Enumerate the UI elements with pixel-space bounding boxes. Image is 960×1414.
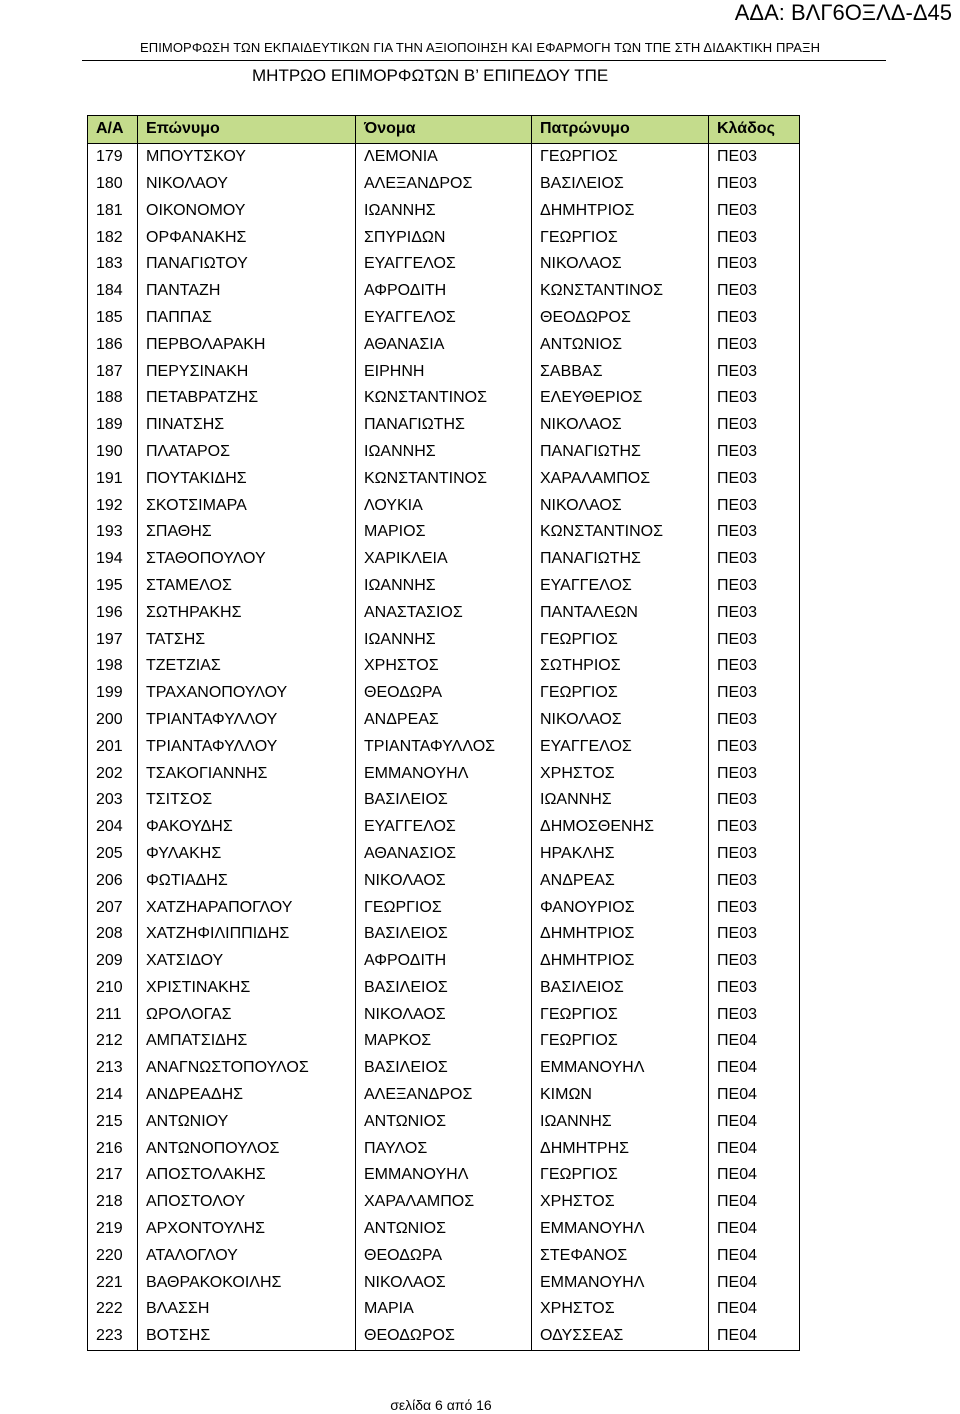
cell-name: ΒΑΣΙΛΕΙΟΣ [356,1055,532,1082]
cell-aa: 217 [88,1162,138,1189]
cell-name: ΕΙΡΗΝΗ [356,358,532,385]
cell-surname: ΠΟΥΤΑΚΙΔΗΣ [138,465,356,492]
cell-specialty: ΠΕ03 [709,358,800,385]
page-number: σελίδα 6 από 16 [390,1397,492,1413]
cell-surname: ΣΚΟΤΣΙΜΑΡΑ [138,492,356,519]
cell-fathers-name: ΠΑΝΑΓΙΩΤΗΣ [532,546,709,573]
table-row [88,1216,800,1243]
cell-aa: 223 [88,1323,138,1350]
cell-surname: ΝΙΚΟΛΑΟΥ [138,171,356,198]
cell-name: ΑΝΔΡΕΑΣ [356,707,532,734]
cell-name: ΚΩΝΣΤΑΝΤΙΝΟΣ [356,465,532,492]
cell-aa: 192 [88,492,138,519]
table-body [88,143,800,1350]
cell-fathers-name: ΚΙΜΩΝ [532,1082,709,1109]
cell-aa: 221 [88,1269,138,1296]
cell-specialty: ΠΕ04 [709,1189,800,1216]
cell-aa: 194 [88,546,138,573]
cell-surname: ΧΑΤΖΗΑΡΑΠΟΓΛΟΥ [138,894,356,921]
cell-surname: ΦΑΚΟΥΔΗΣ [138,814,356,841]
cell-surname: ΟΡΦΑΝΑΚΗΣ [138,224,356,251]
cell-specialty: ΠΕ03 [709,412,800,439]
cell-specialty: ΠΕ04 [709,1216,800,1243]
cell-name: ΜΑΡΙΟΣ [356,519,532,546]
cell-name: ΕΥΑΓΓΕΛΟΣ [356,305,532,332]
cell-fathers-name: ΧΡΗΣΤΟΣ [532,1189,709,1216]
cell-name: ΑΝΑΣΤΑΣΙΟΣ [356,599,532,626]
cell-fathers-name: ΧΡΗΣΤΟΣ [532,1296,709,1323]
cell-fathers-name: ΝΙΚΟΛΑΟΣ [532,251,709,278]
cell-aa: 190 [88,439,138,466]
table-row [88,760,800,787]
cell-specialty: ΠΕ03 [709,251,800,278]
cell-aa: 212 [88,1028,138,1055]
cell-surname: ΤΑΤΣΗΣ [138,626,356,653]
cell-aa: 201 [88,733,138,760]
cell-aa: 179 [88,143,138,170]
cell-name: ΑΝΤΩΝΙΟΣ [356,1108,532,1135]
cell-specialty: ΠΕ03 [709,867,800,894]
table-row [88,1189,800,1216]
cell-name: ΝΙΚΟΛΑΟΣ [356,1269,532,1296]
table-row [88,921,800,948]
cell-fathers-name: ΔΗΜΟΣΘΕΝΗΣ [532,814,709,841]
cell-aa: 188 [88,385,138,412]
cell-specialty: ΠΕ03 [709,680,800,707]
cell-surname: ΧΡΙΣΤΙΝΑΚΗΣ [138,975,356,1002]
cell-aa: 208 [88,921,138,948]
table-row [88,197,800,224]
table-row [88,171,800,198]
cell-specialty: ΠΕ03 [709,1001,800,1028]
column-header-aa: Α/Α [88,116,138,144]
cell-fathers-name: ΟΔΥΣΣΕΑΣ [532,1323,709,1350]
cell-aa: 222 [88,1296,138,1323]
cell-name: ΠΑΥΛΟΣ [356,1135,532,1162]
cell-surname: ΣΠΑΘΗΣ [138,519,356,546]
table-row [88,1108,800,1135]
cell-specialty: ΠΕ03 [709,546,800,573]
cell-name: ΕΥΑΓΓΕΛΟΣ [356,814,532,841]
column-header-surname: Επώνυμο [138,116,356,144]
cell-aa: 210 [88,975,138,1002]
table-row [88,626,800,653]
cell-aa: 200 [88,707,138,734]
cell-specialty: ΠΕ03 [709,331,800,358]
cell-surname: ΒΟΤΣΗΣ [138,1323,356,1350]
cell-name: ΘΕΟΔΩΡΟΣ [356,1323,532,1350]
cell-name: ΑΛΕΞΑΝΔΡΟΣ [356,171,532,198]
table-row [88,1323,800,1350]
cell-surname: ΠΕΡΥΣΙΝΑΚΗ [138,358,356,385]
cell-fathers-name: ΓΕΩΡΓΙΟΣ [532,626,709,653]
cell-aa: 196 [88,599,138,626]
cell-aa: 213 [88,1055,138,1082]
cell-aa: 204 [88,814,138,841]
cell-specialty: ΠΕ03 [709,787,800,814]
cell-fathers-name: ΣΩΤΗΡΙΟΣ [532,653,709,680]
cell-surname: ΤΣΙΤΣΟΣ [138,787,356,814]
table-row [88,519,800,546]
cell-aa: 182 [88,224,138,251]
cell-fathers-name: ΕΥΑΓΓΕΛΟΣ [532,573,709,600]
cell-name: ΓΕΩΡΓΙΟΣ [356,894,532,921]
table-row [88,465,800,492]
cell-fathers-name: ΘΕΟΔΩΡΟΣ [532,305,709,332]
cell-specialty: ΠΕ03 [709,573,800,600]
cell-specialty: ΠΕ03 [709,519,800,546]
cell-name: ΛΟΥΚΙΑ [356,492,532,519]
cell-name: ΕΜΜΑΝΟΥΗΛ [356,760,532,787]
cell-specialty: ΠΕ03 [709,197,800,224]
cell-specialty: ΠΕ03 [709,305,800,332]
cell-fathers-name: ΓΕΩΡΓΙΟΣ [532,224,709,251]
cell-name: ΛΕΜΟΝΙΑ [356,143,532,170]
cell-specialty: ΠΕ03 [709,894,800,921]
cell-name: ΧΑΡΙΚΛΕΙΑ [356,546,532,573]
cell-surname: ΑΜΠΑΤΣΙΔΗΣ [138,1028,356,1055]
cell-fathers-name: ΔΗΜΗΤΡΙΟΣ [532,948,709,975]
cell-fathers-name: ΝΙΚΟΛΑΟΣ [532,412,709,439]
cell-aa: 197 [88,626,138,653]
cell-fathers-name: ΚΩΝΣΤΑΝΤΙΝΟΣ [532,278,709,305]
cell-surname: ΑΤΑΛΟΓΛΟΥ [138,1242,356,1269]
cell-name: ΑΘΑΝΑΣΙΑ [356,331,532,358]
table-row [88,653,800,680]
cell-aa: 214 [88,1082,138,1109]
cell-fathers-name: ΧΡΗΣΤΟΣ [532,760,709,787]
cell-specialty: ΠΕ03 [709,171,800,198]
cell-aa: 206 [88,867,138,894]
cell-specialty: ΠΕ03 [709,599,800,626]
cell-surname: ΑΝΤΩΝΟΠΟΥΛΟΣ [138,1135,356,1162]
cell-specialty: ΠΕ04 [709,1269,800,1296]
cell-specialty: ΠΕ03 [709,385,800,412]
cell-name: ΚΩΝΣΤΑΝΤΙΝΟΣ [356,385,532,412]
table-row [88,1269,800,1296]
cell-surname: ΑΡΧΟΝΤΟΥΛΗΣ [138,1216,356,1243]
cell-fathers-name: ΝΙΚΟΛΑΟΣ [532,707,709,734]
cell-aa: 202 [88,760,138,787]
cell-fathers-name: ΒΑΣΙΛΕΙΟΣ [532,171,709,198]
cell-fathers-name: ΑΝΤΩΝΙΟΣ [532,331,709,358]
cell-specialty: ΠΕ03 [709,814,800,841]
cell-specialty: ΠΕ04 [709,1323,800,1350]
cell-specialty: ΠΕ04 [709,1108,800,1135]
cell-name: ΧΑΡΑΛΑΜΠΟΣ [356,1189,532,1216]
cell-name: ΧΡΗΣΤΟΣ [356,653,532,680]
table-row [88,707,800,734]
cell-fathers-name: ΓΕΩΡΓΙΟΣ [532,143,709,170]
table-row [88,1242,800,1269]
cell-specialty: ΠΕ03 [709,841,800,868]
cell-specialty: ΠΕ03 [709,626,800,653]
table-row [88,841,800,868]
cell-surname: ΦΥΛΑΚΗΣ [138,841,356,868]
cell-fathers-name: ΕΜΜΑΝΟΥΗΛ [532,1055,709,1082]
cell-surname: ΠΑΝΑΓΙΩΤΟΥ [138,251,356,278]
cell-surname: ΠΑΝΤΑΖΗ [138,278,356,305]
cell-fathers-name: ΕΜΜΑΝΟΥΗΛ [532,1269,709,1296]
cell-specialty: ΠΕ04 [709,1028,800,1055]
cell-surname: ΒΛΑΣΣΗ [138,1296,356,1323]
cell-name: ΒΑΣΙΛΕΙΟΣ [356,921,532,948]
cell-aa: 186 [88,331,138,358]
cell-fathers-name: ΙΩΑΝΝΗΣ [532,1108,709,1135]
cell-fathers-name: ΙΩΑΝΝΗΣ [532,787,709,814]
cell-name: ΑΦΡΟΔΙΤΗ [356,278,532,305]
cell-name: ΣΠΥΡΙΔΩΝ [356,224,532,251]
cell-fathers-name: ΔΗΜΗΤΡΙΟΣ [532,197,709,224]
cell-surname: ΦΩΤΙΑΔΗΣ [138,867,356,894]
cell-fathers-name: ΓΕΩΡΓΙΟΣ [532,1028,709,1055]
cell-surname: ΠΕΡΒΟΛΑΡΑΚΗ [138,331,356,358]
table-row [88,1135,800,1162]
table-row [88,143,800,170]
cell-surname: ΣΤΑΜΕΛΟΣ [138,573,356,600]
cell-surname: ΑΠΟΣΤΟΛΑΚΗΣ [138,1162,356,1189]
cell-specialty: ΠΕ03 [709,143,800,170]
cell-aa: 193 [88,519,138,546]
cell-name: ΒΑΣΙΛΕΙΟΣ [356,975,532,1002]
table-row [88,439,800,466]
table-row [88,412,800,439]
table-row [88,975,800,1002]
cell-surname: ΣΩΤΗΡΑΚΗΣ [138,599,356,626]
program-title: ΕΠΙΜΟΡΦΩΣΗ ΤΩΝ ΕΚΠΑΙΔΕΥΤΙΚΩΝ ΓΙΑ ΤΗΝ ΑΞΙΟΠΟΙΗΣΗ ΚΑΙ ΕΦΑΡΜΟΓΗ ΤΩΝ ΤΠΕ ΣΤΗ ΔΙΔΑΚΤΙΚΗ ΠΡΑΞΗ [139,40,821,55]
table-row [88,305,800,332]
cell-specialty: ΠΕ03 [709,465,800,492]
cell-aa: 211 [88,1001,138,1028]
cell-aa: 209 [88,948,138,975]
cell-surname: ΧΑΤΖΗΦΙΛΙΠΠΙΔΗΣ [138,921,356,948]
column-header-name: Όνομα [356,116,532,144]
trainers-registry-table [87,115,800,1351]
cell-name: ΤΡΙΑΝΤΑΦΥΛΛΟΣ [356,733,532,760]
cell-aa: 195 [88,573,138,600]
table-row [88,251,800,278]
header-divider [82,60,886,61]
cell-fathers-name: ΠΑΝΑΓΙΩΤΗΣ [532,439,709,466]
table-row [88,278,800,305]
cell-fathers-name: ΧΑΡΑΛΑΜΠΟΣ [532,465,709,492]
cell-aa: 189 [88,412,138,439]
table-row [88,1296,800,1323]
cell-surname: ΤΡΑΧΑΝΟΠΟΥΛΟΥ [138,680,356,707]
cell-fathers-name: ΣΤΕΦΑΝΟΣ [532,1242,709,1269]
cell-name: ΙΩΑΝΝΗΣ [356,439,532,466]
cell-name: ΘΕΟΔΩΡΑ [356,680,532,707]
cell-surname: ΤΣΑΚΟΓΙΑΝΝΗΣ [138,760,356,787]
cell-surname: ΠΕΤΑΒΡΑΤΖΗΣ [138,385,356,412]
cell-name: ΘΕΟΔΩΡΑ [356,1242,532,1269]
cell-name: ΠΑΝΑΓΙΩΤΗΣ [356,412,532,439]
table-row [88,733,800,760]
cell-surname: ΤΖΕΤΖΙΑΣ [138,653,356,680]
cell-aa: 215 [88,1108,138,1135]
column-header-fathers-name: Πατρώνυμο [532,116,709,144]
cell-specialty: ΠΕ03 [709,975,800,1002]
table-row [88,224,800,251]
cell-fathers-name: ΔΗΜΗΤΡΙΟΣ [532,921,709,948]
cell-specialty: ΠΕ03 [709,278,800,305]
cell-surname: ΩΡΟΛΟΓΑΣ [138,1001,356,1028]
cell-specialty: ΠΕ04 [709,1082,800,1109]
cell-surname: ΟΙΚΟΝΟΜΟΥ [138,197,356,224]
table-row [88,599,800,626]
cell-name: ΙΩΑΝΝΗΣ [356,626,532,653]
cell-fathers-name: ΝΙΚΟΛΑΟΣ [532,492,709,519]
cell-specialty: ΠΕ04 [709,1135,800,1162]
table-row [88,814,800,841]
cell-specialty: ΠΕ03 [709,653,800,680]
table-row [88,385,800,412]
cell-fathers-name: ΠΑΝΤΑΛΕΩΝ [532,599,709,626]
cell-aa: 180 [88,171,138,198]
cell-fathers-name: ΓΕΩΡΓΙΟΣ [532,1001,709,1028]
cell-name: ΙΩΑΝΝΗΣ [356,197,532,224]
cell-fathers-name: ΦΑΝΟΥΡΙΟΣ [532,894,709,921]
cell-surname: ΤΡΙΑΝΤΑΦΥΛΛΟΥ [138,733,356,760]
cell-fathers-name: ΚΩΝΣΤΑΝΤΙΝΟΣ [532,519,709,546]
cell-aa: 183 [88,251,138,278]
table-row [88,492,800,519]
cell-surname: ΣΤΑΘΟΠΟΥΛΟΥ [138,546,356,573]
cell-name: ΑΦΡΟΔΙΤΗ [356,948,532,975]
cell-specialty: ΠΕ03 [709,492,800,519]
table-row [88,358,800,385]
table-row [88,1162,800,1189]
cell-name: ΜΑΡΚΟΣ [356,1028,532,1055]
table-row [88,680,800,707]
cell-aa: 205 [88,841,138,868]
cell-name: ΕΥΑΓΓΕΛΟΣ [356,251,532,278]
cell-specialty: ΠΕ04 [709,1296,800,1323]
cell-surname: ΠΛΑΤΑΡΟΣ [138,439,356,466]
table-row [88,1028,800,1055]
cell-surname: ΠΑΠΠΑΣ [138,305,356,332]
table-row [88,546,800,573]
cell-name: ΒΑΣΙΛΕΙΟΣ [356,787,532,814]
cell-name: ΝΙΚΟΛΑΟΣ [356,867,532,894]
cell-surname: ΠΙΝΑΤΣΗΣ [138,412,356,439]
table-row [88,948,800,975]
cell-specialty: ΠΕ03 [709,439,800,466]
cell-aa: 216 [88,1135,138,1162]
cell-name: ΑΘΑΝΑΣΙΟΣ [356,841,532,868]
cell-fathers-name: ΒΑΣΙΛΕΙΟΣ [532,975,709,1002]
cell-specialty: ΠΕ04 [709,1242,800,1269]
cell-aa: 199 [88,680,138,707]
cell-aa: 220 [88,1242,138,1269]
cell-aa: 181 [88,197,138,224]
cell-specialty: ΠΕ03 [709,948,800,975]
table-row [88,573,800,600]
cell-name: ΑΛΕΞΑΝΔΡΟΣ [356,1082,532,1109]
cell-aa: 219 [88,1216,138,1243]
cell-name: ΙΩΑΝΝΗΣ [356,573,532,600]
cell-aa: 198 [88,653,138,680]
cell-fathers-name: ΗΡΑΚΛΗΣ [532,841,709,868]
cell-surname: ΜΠΟΥΤΣΚΟΥ [138,143,356,170]
cell-name: ΕΜΜΑΝΟΥΗΛ [356,1162,532,1189]
cell-specialty: ΠΕ03 [709,224,800,251]
cell-name: ΑΝΤΩΝΙΟΣ [356,1216,532,1243]
table-row [88,1001,800,1028]
table-row [88,787,800,814]
page-title: ΜΗΤΡΩΟ ΕΠΙΜΟΡΦΩΤΩΝ Β’ ΕΠΙΠΕΔΟΥ ΤΠΕ [252,66,609,85]
cell-aa: 203 [88,787,138,814]
cell-fathers-name: ΔΗΜΗΤΡΗΣ [532,1135,709,1162]
cell-fathers-name: ΕΜΜΑΝΟΥΗΛ [532,1216,709,1243]
cell-aa: 184 [88,278,138,305]
cell-specialty: ΠΕ03 [709,760,800,787]
cell-surname: ΤΡΙΑΝΤΑΦΥΛΛΟΥ [138,707,356,734]
table-row [88,1055,800,1082]
cell-fathers-name: ΕΥΑΓΓΕΛΟΣ [532,733,709,760]
cell-fathers-name: ΓΕΩΡΓΙΟΣ [532,1162,709,1189]
cell-name: ΝΙΚΟΛΑΟΣ [356,1001,532,1028]
cell-specialty: ΠΕ03 [709,921,800,948]
column-header-specialty: Κλάδος [709,116,800,144]
document-id: ΑΔΑ: ΒΛΓ6ΟΞΛΔ-Δ45 [734,0,952,25]
cell-name: ΜΑΡΙΑ [356,1296,532,1323]
cell-fathers-name: ΑΝΔΡΕΑΣ [532,867,709,894]
table-row [88,894,800,921]
cell-surname: ΒΑΘΡΑΚΟΚΟΙΛΗΣ [138,1269,356,1296]
table-row [88,1082,800,1109]
cell-surname: ΑΝΑΓΝΩΣΤΟΠΟΥΛΟΣ [138,1055,356,1082]
cell-surname: ΑΠΟΣΤΟΛΟΥ [138,1189,356,1216]
cell-surname: ΑΝΤΩΝΙΟΥ [138,1108,356,1135]
table-row [88,331,800,358]
cell-aa: 185 [88,305,138,332]
cell-aa: 191 [88,465,138,492]
table-header-row [88,116,800,144]
cell-specialty: ΠΕ04 [709,1055,800,1082]
cell-specialty: ΠΕ04 [709,1162,800,1189]
table-row [88,867,800,894]
cell-surname: ΧΑΤΣΙΔΟΥ [138,948,356,975]
cell-aa: 218 [88,1189,138,1216]
cell-surname: ΑΝΔΡΕΑΔΗΣ [138,1082,356,1109]
cell-aa: 207 [88,894,138,921]
cell-fathers-name: ΕΛΕΥΘΕΡΙΟΣ [532,385,709,412]
cell-specialty: ΠΕ03 [709,707,800,734]
cell-fathers-name: ΓΕΩΡΓΙΟΣ [532,680,709,707]
cell-fathers-name: ΣΑΒΒΑΣ [532,358,709,385]
cell-specialty: ΠΕ03 [709,733,800,760]
cell-aa: 187 [88,358,138,385]
